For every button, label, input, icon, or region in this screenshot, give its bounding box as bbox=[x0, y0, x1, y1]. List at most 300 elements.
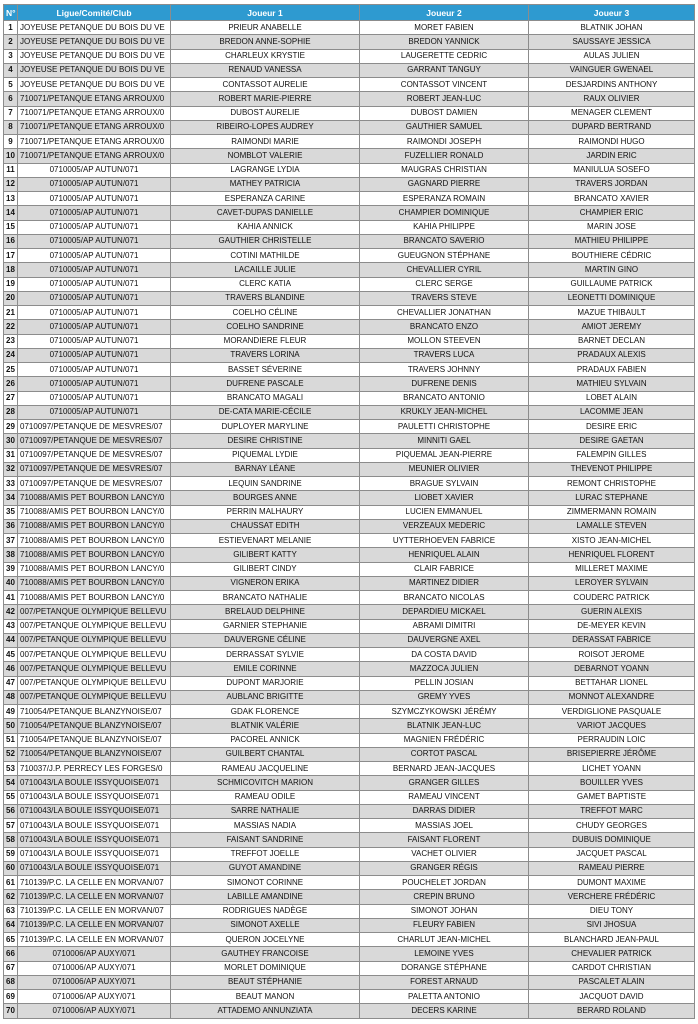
player-1-cell: CAVET-DUPAS DANIELLE bbox=[171, 206, 360, 220]
player-3-cell: MATHIEU PHILIPPE bbox=[529, 234, 695, 248]
table-row bbox=[4, 120, 695, 134]
player-2-cell: HENRIQUEL ALAIN bbox=[360, 548, 529, 562]
player-3-cell: MARIN JOSE bbox=[529, 220, 695, 234]
table-row bbox=[4, 705, 695, 719]
club-cell: 0710005/AP AUTUN/071 bbox=[18, 405, 171, 419]
player-2-cell: LUCIEN EMMANUEL bbox=[360, 505, 529, 519]
player-1-cell: DE-CATA MARIE-CÉCILE bbox=[171, 405, 360, 419]
table-row bbox=[4, 291, 695, 305]
player-2-cell: MORET FABIEN bbox=[360, 21, 529, 35]
table-body bbox=[4, 21, 695, 1019]
player-1-cell: GAUTHEY FRANCOISE bbox=[171, 947, 360, 961]
row-number: 61 bbox=[4, 876, 18, 890]
player-2-cell: CHARLUT JEAN-MICHEL bbox=[360, 933, 529, 947]
table-row bbox=[4, 633, 695, 647]
table-row bbox=[4, 548, 695, 562]
table-row bbox=[4, 747, 695, 761]
row-number: 27 bbox=[4, 391, 18, 405]
player-3-cell: LURAC STEPHANE bbox=[529, 491, 695, 505]
player-1-cell: COELHO SANDRINE bbox=[171, 320, 360, 334]
player-1-cell: BRANCATO MAGALI bbox=[171, 391, 360, 405]
row-number: 25 bbox=[4, 363, 18, 377]
player-2-cell: CHAMPIER DOMINIQUE bbox=[360, 206, 529, 220]
row-number: 70 bbox=[4, 1004, 18, 1018]
club-cell: 0710005/AP AUTUN/071 bbox=[18, 377, 171, 391]
club-cell: 710071/PETANQUE ETANG ARROUX/0 bbox=[18, 149, 171, 163]
player-1-cell: BRANCATO NATHALIE bbox=[171, 591, 360, 605]
row-number: 45 bbox=[4, 648, 18, 662]
row-number: 34 bbox=[4, 491, 18, 505]
table-row bbox=[4, 804, 695, 818]
row-number: 9 bbox=[4, 135, 18, 149]
club-cell: JOYEUSE PETANQUE DU BOIS DU VE bbox=[18, 21, 171, 35]
player-3-cell: FALEMPIN GILLES bbox=[529, 448, 695, 462]
row-number: 44 bbox=[4, 633, 18, 647]
player-1-cell: BARNAY LÉANE bbox=[171, 462, 360, 476]
table-row bbox=[4, 776, 695, 790]
row-number: 24 bbox=[4, 348, 18, 362]
club-cell: 710139/P.C. LA CELLE EN MORVAN/07 bbox=[18, 890, 171, 904]
player-2-cell: GREMY YVES bbox=[360, 690, 529, 704]
player-3-cell: PASCALET ALAIN bbox=[529, 975, 695, 989]
row-number: 41 bbox=[4, 591, 18, 605]
player-1-cell: ROBERT MARIE-PIERRE bbox=[171, 92, 360, 106]
table-row bbox=[4, 92, 695, 106]
player-2-cell: RAMEAU VINCENT bbox=[360, 790, 529, 804]
table-row bbox=[4, 320, 695, 334]
club-cell: 007/PETANQUE OLYMPIQUE BELLEVU bbox=[18, 633, 171, 647]
player-3-cell: GUILLAUME PATRICK bbox=[529, 277, 695, 291]
player-1-cell: COELHO CÉLINE bbox=[171, 306, 360, 320]
player-1-cell: EMILE CORINNE bbox=[171, 662, 360, 676]
player-3-cell: DIEU TONY bbox=[529, 904, 695, 918]
club-cell: 007/PETANQUE OLYMPIQUE BELLEVU bbox=[18, 690, 171, 704]
player-3-cell: GAMET BAPTISTE bbox=[529, 790, 695, 804]
table-row bbox=[4, 263, 695, 277]
player-2-cell: MAGNIEN FRÉDÉRIC bbox=[360, 733, 529, 747]
player-2-cell: GRANGER RÉGIS bbox=[360, 861, 529, 875]
player-2-cell: ESPERANZA ROMAIN bbox=[360, 192, 529, 206]
row-number: 37 bbox=[4, 534, 18, 548]
player-3-cell: JACQUET PASCAL bbox=[529, 847, 695, 861]
row-number: 30 bbox=[4, 434, 18, 448]
player-2-cell: VERZEAUX MEDERIC bbox=[360, 519, 529, 533]
player-2-cell: DA COSTA DAVID bbox=[360, 648, 529, 662]
club-cell: 710088/AMIS PET BOURBON LANCY/0 bbox=[18, 519, 171, 533]
row-number: 19 bbox=[4, 277, 18, 291]
player-1-cell: GDAK FLORENCE bbox=[171, 705, 360, 719]
club-cell: 0710005/AP AUTUN/071 bbox=[18, 320, 171, 334]
row-number: 46 bbox=[4, 662, 18, 676]
player-3-cell: DESJARDINS ANTHONY bbox=[529, 78, 695, 92]
player-1-cell: MATHEY PATRICIA bbox=[171, 177, 360, 191]
player-3-cell: LEROYER SYLVAIN bbox=[529, 576, 695, 590]
row-number: 22 bbox=[4, 320, 18, 334]
club-cell: 0710005/AP AUTUN/071 bbox=[18, 249, 171, 263]
player-1-cell: TRAVERS LORINA bbox=[171, 348, 360, 362]
row-number: 4 bbox=[4, 63, 18, 77]
player-1-cell: RENAUD VANESSA bbox=[171, 63, 360, 77]
player-2-cell: FLEURY FABIEN bbox=[360, 918, 529, 932]
player-2-cell: MAUGRAS CHRISTIAN bbox=[360, 163, 529, 177]
table-row bbox=[4, 990, 695, 1004]
player-2-cell: POUCHELET JORDAN bbox=[360, 876, 529, 890]
row-number: 42 bbox=[4, 605, 18, 619]
player-2-cell: MAZZOCA JULIEN bbox=[360, 662, 529, 676]
row-number: 15 bbox=[4, 220, 18, 234]
row-number: 50 bbox=[4, 719, 18, 733]
row-number: 12 bbox=[4, 177, 18, 191]
player-2-cell: DUFRENE DENIS bbox=[360, 377, 529, 391]
row-number: 7 bbox=[4, 106, 18, 120]
player-3-cell: BOUILLER YVES bbox=[529, 776, 695, 790]
player-3-cell: DERASSAT FABRICE bbox=[529, 633, 695, 647]
club-cell: 0710005/AP AUTUN/071 bbox=[18, 391, 171, 405]
player-3-cell: BOUTHIERE CÉDRIC bbox=[529, 249, 695, 263]
club-cell: 007/PETANQUE OLYMPIQUE BELLEVU bbox=[18, 619, 171, 633]
header-player-2: Joueur 2 bbox=[360, 5, 529, 21]
player-2-cell: DAUVERGNE AXEL bbox=[360, 633, 529, 647]
club-cell: 0710006/AP AUXY/071 bbox=[18, 1004, 171, 1018]
player-3-cell: DESIRE ERIC bbox=[529, 420, 695, 434]
table-row bbox=[4, 819, 695, 833]
club-cell: 710139/P.C. LA CELLE EN MORVAN/07 bbox=[18, 904, 171, 918]
row-number: 28 bbox=[4, 405, 18, 419]
table-row bbox=[4, 106, 695, 120]
row-number: 14 bbox=[4, 206, 18, 220]
club-cell: 0710005/AP AUTUN/071 bbox=[18, 263, 171, 277]
player-3-cell: RAIMONDI HUGO bbox=[529, 135, 695, 149]
player-3-cell: CHAMPIER ERIC bbox=[529, 206, 695, 220]
club-cell: 0710005/AP AUTUN/071 bbox=[18, 177, 171, 191]
row-number: 68 bbox=[4, 975, 18, 989]
player-2-cell: BRANCATO ENZO bbox=[360, 320, 529, 334]
player-2-cell: GAUTHIER SAMUEL bbox=[360, 120, 529, 134]
player-3-cell: MENAGER CLEMENT bbox=[529, 106, 695, 120]
player-1-cell: DAUVERGNE CÉLINE bbox=[171, 633, 360, 647]
table-row bbox=[4, 847, 695, 861]
table-row bbox=[4, 434, 695, 448]
club-cell: 0710005/AP AUTUN/071 bbox=[18, 192, 171, 206]
table-row bbox=[4, 462, 695, 476]
player-2-cell: PIQUEMAL JEAN-PIERRE bbox=[360, 448, 529, 462]
player-3-cell: SAUSSAYE JESSICA bbox=[529, 35, 695, 49]
player-2-cell: TRAVERS JOHNNY bbox=[360, 363, 529, 377]
player-1-cell: AUBLANC BRIGITTE bbox=[171, 690, 360, 704]
player-2-cell: GAGNARD PIERRE bbox=[360, 177, 529, 191]
player-1-cell: MORLET DOMINIQUE bbox=[171, 961, 360, 975]
player-3-cell: CHUDY GEORGES bbox=[529, 819, 695, 833]
row-number: 43 bbox=[4, 619, 18, 633]
player-2-cell: SZYMCZYKOWSKI JÉRÉMY bbox=[360, 705, 529, 719]
player-3-cell: TREFFOT MARC bbox=[529, 804, 695, 818]
player-2-cell: FOREST ARNAUD bbox=[360, 975, 529, 989]
table-row bbox=[4, 975, 695, 989]
club-cell: 0710006/AP AUXY/071 bbox=[18, 990, 171, 1004]
row-number: 1 bbox=[4, 21, 18, 35]
club-cell: 710054/PETANQUE BLANZYNOISE/07 bbox=[18, 719, 171, 733]
player-2-cell: CONTASSOT VINCENT bbox=[360, 78, 529, 92]
player-3-cell: COUDERC PATRICK bbox=[529, 591, 695, 605]
player-1-cell: BREDON ANNE-SOPHIE bbox=[171, 35, 360, 49]
player-3-cell: VAINGUER GWENAEL bbox=[529, 63, 695, 77]
table-row bbox=[4, 933, 695, 947]
player-3-cell: XISTO JEAN-MICHEL bbox=[529, 534, 695, 548]
player-1-cell: GILIBERT CINDY bbox=[171, 562, 360, 576]
player-3-cell: MARTIN GINO bbox=[529, 263, 695, 277]
club-cell: 0710043/LA BOULE ISSYQUOISE/071 bbox=[18, 790, 171, 804]
player-1-cell: MASSIAS NADIA bbox=[171, 819, 360, 833]
player-3-cell: THEVENOT PHILIPPE bbox=[529, 462, 695, 476]
row-number: 53 bbox=[4, 762, 18, 776]
player-1-cell: COTINI MATHILDE bbox=[171, 249, 360, 263]
player-1-cell: LACAILLE JULIE bbox=[171, 263, 360, 277]
player-3-cell: HENRIQUEL FLORENT bbox=[529, 548, 695, 562]
table-row bbox=[4, 833, 695, 847]
table-row bbox=[4, 377, 695, 391]
row-number: 13 bbox=[4, 192, 18, 206]
player-1-cell: DUPONT MARJORIE bbox=[171, 676, 360, 690]
player-3-cell: MAZUE THIBAULT bbox=[529, 306, 695, 320]
table-row bbox=[4, 762, 695, 776]
player-3-cell: MATHIEU SYLVAIN bbox=[529, 377, 695, 391]
player-3-cell: MONNOT ALEXANDRE bbox=[529, 690, 695, 704]
player-1-cell: RIBEIRO-LOPES AUDREY bbox=[171, 120, 360, 134]
table-row bbox=[4, 890, 695, 904]
player-2-cell: BREDON YANNICK bbox=[360, 35, 529, 49]
player-3-cell: JARDIN ERIC bbox=[529, 149, 695, 163]
club-cell: 0710005/AP AUTUN/071 bbox=[18, 334, 171, 348]
player-3-cell: DESIRE GAETAN bbox=[529, 434, 695, 448]
player-2-cell: DUBOST DAMIEN bbox=[360, 106, 529, 120]
table-row bbox=[4, 363, 695, 377]
club-cell: 710037/J.P. PERRECY LES FORGES/0 bbox=[18, 762, 171, 776]
header-club: Ligue/Comité/Club bbox=[18, 5, 171, 21]
club-cell: 0710005/AP AUTUN/071 bbox=[18, 277, 171, 291]
table-row bbox=[4, 876, 695, 890]
player-2-cell: MARTINEZ DIDIER bbox=[360, 576, 529, 590]
player-3-cell: BERARD ROLAND bbox=[529, 1004, 695, 1018]
row-number: 36 bbox=[4, 519, 18, 533]
club-cell: 0710006/AP AUXY/071 bbox=[18, 961, 171, 975]
player-1-cell: DESIRE CHRISTINE bbox=[171, 434, 360, 448]
table-row bbox=[4, 790, 695, 804]
table-row bbox=[4, 234, 695, 248]
table-row bbox=[4, 249, 695, 263]
player-2-cell: BLATNIK JEAN-LUC bbox=[360, 719, 529, 733]
table-row bbox=[4, 1004, 695, 1018]
player-1-cell: GILIBERT KATTY bbox=[171, 548, 360, 562]
row-number: 10 bbox=[4, 149, 18, 163]
table-row bbox=[4, 348, 695, 362]
player-1-cell: PIQUEMAL LYDIE bbox=[171, 448, 360, 462]
club-cell: JOYEUSE PETANQUE DU BOIS DU VE bbox=[18, 78, 171, 92]
player-3-cell: BLATNIK JOHAN bbox=[529, 21, 695, 35]
player-3-cell: BRANCATO XAVIER bbox=[529, 192, 695, 206]
row-number: 58 bbox=[4, 833, 18, 847]
player-3-cell: RAUX OLIVIER bbox=[529, 92, 695, 106]
player-1-cell: SIMONOT AXELLE bbox=[171, 918, 360, 932]
table-row bbox=[4, 163, 695, 177]
club-cell: 007/PETANQUE OLYMPIQUE BELLEVU bbox=[18, 605, 171, 619]
player-1-cell: LEQUIN SANDRINE bbox=[171, 477, 360, 491]
player-1-cell: KAHIA ANNICK bbox=[171, 220, 360, 234]
player-1-cell: CONTASSOT AURELIE bbox=[171, 78, 360, 92]
player-1-cell: DUBOST AURELIE bbox=[171, 106, 360, 120]
row-number: 49 bbox=[4, 705, 18, 719]
table-row bbox=[4, 420, 695, 434]
row-number: 64 bbox=[4, 918, 18, 932]
player-1-cell: BLATNIK VALÉRIE bbox=[171, 719, 360, 733]
player-3-cell: MANIULUA SOSEFO bbox=[529, 163, 695, 177]
player-2-cell: DECERS KARINE bbox=[360, 1004, 529, 1018]
row-number: 8 bbox=[4, 120, 18, 134]
player-2-cell: MOLLON STEEVEN bbox=[360, 334, 529, 348]
club-cell: 710054/PETANQUE BLANZYNOISE/07 bbox=[18, 705, 171, 719]
row-number: 23 bbox=[4, 334, 18, 348]
table-row bbox=[4, 334, 695, 348]
player-3-cell: CHEVALIER PATRICK bbox=[529, 947, 695, 961]
player-2-cell: KRUKLY JEAN-MICHEL bbox=[360, 405, 529, 419]
player-2-cell: DEPARDIEU MICKAEL bbox=[360, 605, 529, 619]
table-row bbox=[4, 605, 695, 619]
row-number: 59 bbox=[4, 847, 18, 861]
player-2-cell: TRAVERS STEVE bbox=[360, 291, 529, 305]
player-3-cell: AMIOT JEREMY bbox=[529, 320, 695, 334]
row-number: 29 bbox=[4, 420, 18, 434]
player-2-cell: VACHET OLIVIER bbox=[360, 847, 529, 861]
club-cell: 710088/AMIS PET BOURBON LANCY/0 bbox=[18, 534, 171, 548]
table-header bbox=[4, 5, 695, 21]
player-2-cell: CHEVALLIER CYRIL bbox=[360, 263, 529, 277]
player-2-cell: BRAGUE SYLVAIN bbox=[360, 477, 529, 491]
table-row bbox=[4, 35, 695, 49]
registration-sheet bbox=[3, 4, 695, 1019]
club-cell: 0710005/AP AUTUN/071 bbox=[18, 306, 171, 320]
player-2-cell: MEUNIER OLIVIER bbox=[360, 462, 529, 476]
player-1-cell: GARNIER STEPHANIE bbox=[171, 619, 360, 633]
player-3-cell: VERDIGLIONE PASQUALE bbox=[529, 705, 695, 719]
row-number: 2 bbox=[4, 35, 18, 49]
row-number: 67 bbox=[4, 961, 18, 975]
club-cell: 710088/AMIS PET BOURBON LANCY/0 bbox=[18, 576, 171, 590]
player-1-cell: SCHMICOVITCH MARION bbox=[171, 776, 360, 790]
player-1-cell: PERRIN MALHAURY bbox=[171, 505, 360, 519]
player-3-cell: GUERIN ALEXIS bbox=[529, 605, 695, 619]
player-3-cell: BARNET DECLAN bbox=[529, 334, 695, 348]
player-2-cell: GARRANT TANGUY bbox=[360, 63, 529, 77]
table-row bbox=[4, 135, 695, 149]
player-1-cell: BEAUT MANON bbox=[171, 990, 360, 1004]
table-row bbox=[4, 63, 695, 77]
row-number: 21 bbox=[4, 306, 18, 320]
table-row bbox=[4, 149, 695, 163]
player-3-cell: MILLERET MAXIME bbox=[529, 562, 695, 576]
player-3-cell: TRAVERS JORDAN bbox=[529, 177, 695, 191]
table-row bbox=[4, 391, 695, 405]
player-1-cell: PACOREL ANNICK bbox=[171, 733, 360, 747]
player-1-cell: TRAVERS BLANDINE bbox=[171, 291, 360, 305]
club-cell: JOYEUSE PETANQUE DU BOIS DU VE bbox=[18, 63, 171, 77]
row-number: 55 bbox=[4, 790, 18, 804]
club-cell: 0710043/LA BOULE ISSYQUOISE/071 bbox=[18, 819, 171, 833]
player-1-cell: GUYOT AMANDINE bbox=[171, 861, 360, 875]
player-2-cell: CHEVALLIER JONATHAN bbox=[360, 306, 529, 320]
table-row bbox=[4, 192, 695, 206]
club-cell: 0710097/PETANQUE DE MESVRES/07 bbox=[18, 462, 171, 476]
player-1-cell: SARRE NATHALIE bbox=[171, 804, 360, 818]
player-1-cell: RAIMONDI MARIE bbox=[171, 135, 360, 149]
table-row bbox=[4, 21, 695, 35]
club-cell: 0710005/AP AUTUN/071 bbox=[18, 234, 171, 248]
row-number: 17 bbox=[4, 249, 18, 263]
club-cell: 710071/PETANQUE ETANG ARROUX/0 bbox=[18, 120, 171, 134]
player-1-cell: BOURGES ANNE bbox=[171, 491, 360, 505]
header-player-1: Joueur 1 bbox=[171, 5, 360, 21]
table-row bbox=[4, 662, 695, 676]
player-2-cell: MINNITI GAEL bbox=[360, 434, 529, 448]
table-row bbox=[4, 534, 695, 548]
player-3-cell: REMONT CHRISTOPHE bbox=[529, 477, 695, 491]
table-row bbox=[4, 676, 695, 690]
player-2-cell: ABRAMI DIMITRI bbox=[360, 619, 529, 633]
player-1-cell: QUERON JOCELYNE bbox=[171, 933, 360, 947]
player-1-cell: MORANDIERE FLEUR bbox=[171, 334, 360, 348]
row-number: 3 bbox=[4, 49, 18, 63]
club-cell: 710088/AMIS PET BOURBON LANCY/0 bbox=[18, 491, 171, 505]
row-number: 11 bbox=[4, 163, 18, 177]
table-row bbox=[4, 719, 695, 733]
table-row bbox=[4, 591, 695, 605]
player-3-cell: BLANCHARD JEAN-PAUL bbox=[529, 933, 695, 947]
table-row bbox=[4, 648, 695, 662]
club-cell: 710088/AMIS PET BOURBON LANCY/0 bbox=[18, 562, 171, 576]
row-number: 32 bbox=[4, 462, 18, 476]
table-row bbox=[4, 690, 695, 704]
table-row bbox=[4, 576, 695, 590]
row-number: 40 bbox=[4, 576, 18, 590]
player-3-cell: DE-MEYER KEVIN bbox=[529, 619, 695, 633]
row-number: 39 bbox=[4, 562, 18, 576]
club-cell: 0710005/AP AUTUN/071 bbox=[18, 206, 171, 220]
row-number: 6 bbox=[4, 92, 18, 106]
player-2-cell: MASSIAS JOEL bbox=[360, 819, 529, 833]
player-1-cell: DUFRENE PASCALE bbox=[171, 377, 360, 391]
club-cell: 0710043/LA BOULE ISSYQUOISE/071 bbox=[18, 804, 171, 818]
club-cell: 0710005/AP AUTUN/071 bbox=[18, 291, 171, 305]
player-1-cell: CHAUSSAT EDITH bbox=[171, 519, 360, 533]
player-1-cell: DERRASSAT SYLVIE bbox=[171, 648, 360, 662]
player-2-cell: GUEUGNON STÉPHANE bbox=[360, 249, 529, 263]
row-number: 56 bbox=[4, 804, 18, 818]
row-number: 52 bbox=[4, 747, 18, 761]
player-3-cell: LAMALLE STEVEN bbox=[529, 519, 695, 533]
club-cell: 0710005/AP AUTUN/071 bbox=[18, 348, 171, 362]
club-cell: 0710043/LA BOULE ISSYQUOISE/071 bbox=[18, 861, 171, 875]
club-cell: JOYEUSE PETANQUE DU BOIS DU VE bbox=[18, 49, 171, 63]
row-number: 63 bbox=[4, 904, 18, 918]
player-3-cell: DEBARNOT YOANN bbox=[529, 662, 695, 676]
player-1-cell: BRELAUD DELPHINE bbox=[171, 605, 360, 619]
table-row bbox=[4, 78, 695, 92]
table-row bbox=[4, 562, 695, 576]
club-cell: 0710005/AP AUTUN/071 bbox=[18, 363, 171, 377]
row-number: 18 bbox=[4, 263, 18, 277]
club-cell: 007/PETANQUE OLYMPIQUE BELLEVU bbox=[18, 676, 171, 690]
player-3-cell: BRISEPIERRE JÉRÔME bbox=[529, 747, 695, 761]
club-cell: 710054/PETANQUE BLANZYNOISE/07 bbox=[18, 733, 171, 747]
player-1-cell: BEAUT STÉPHANIE bbox=[171, 975, 360, 989]
